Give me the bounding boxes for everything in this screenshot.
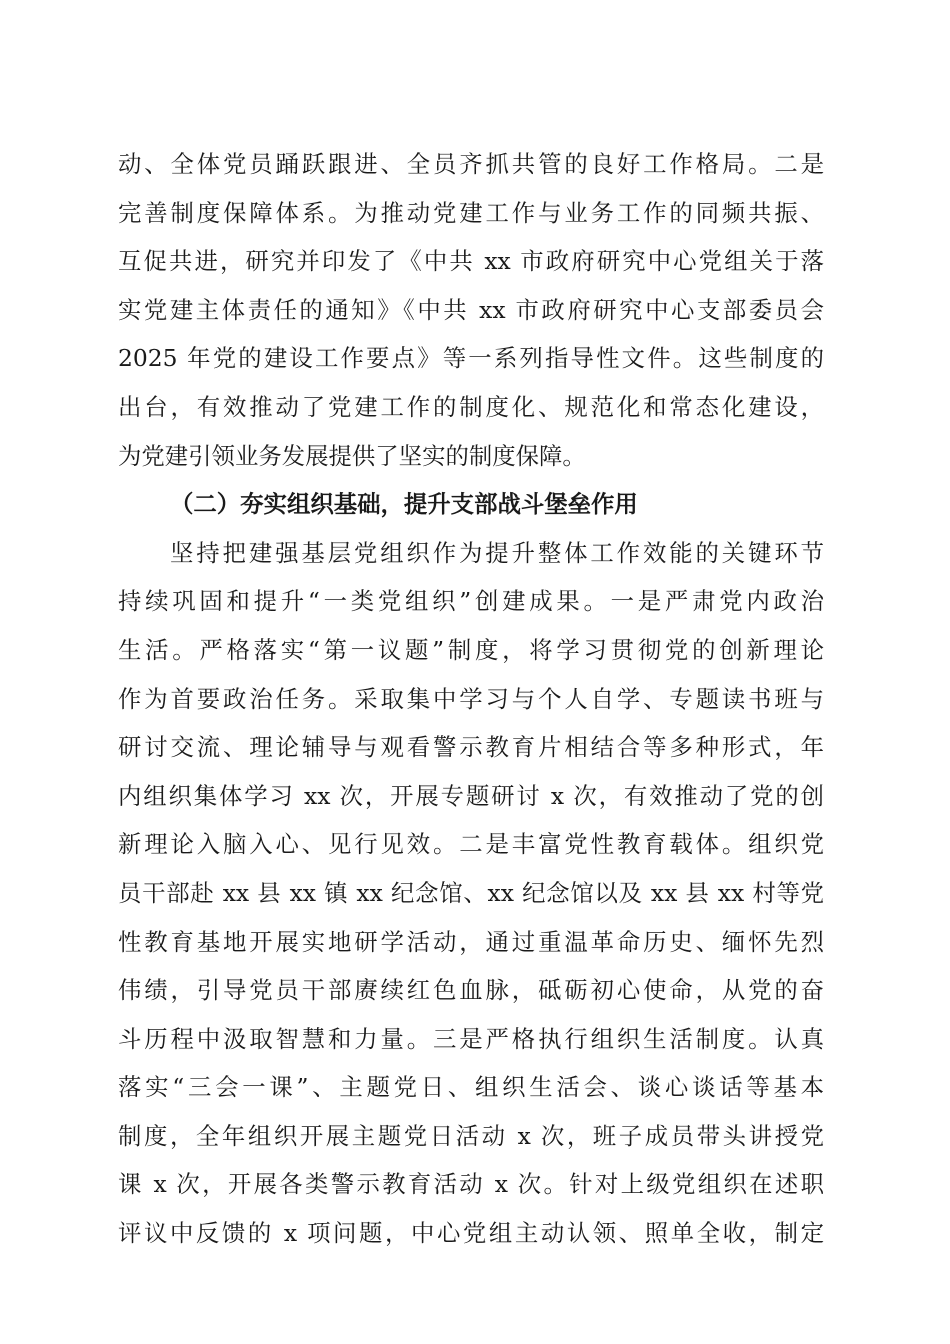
paragraph-party-building-system <box>118 140 824 480</box>
paragraph-organization-foundation <box>118 529 824 1258</box>
text-line: 2025 年党的建设工作要点》等一系列指导性文件。这些制度的 <box>118 344 824 373</box>
text-line: 伟绩，引导党员干部赓续红色血脉，砥砺初心使命，从党的奋 <box>118 976 824 1005</box>
text-line: 持续巩固和提升“一类党组织”创建成果。一是严肃党内政治 <box>118 587 824 616</box>
document-page <box>118 140 824 1258</box>
text-line: 落实“三会一课”、主题党日、组织生活会、谈心谈话等基本 <box>118 1073 824 1102</box>
text-line: 出台，有效推动了党建工作的制度化、规范化和常态化建设， <box>118 392 824 421</box>
section-heading: （二）夯实组织基础，提升支部战斗堡垒作用 <box>170 490 638 519</box>
text-line: 生活。严格落实“第一议题”制度，将学习贯彻党的创新理论 <box>118 635 824 664</box>
text-line: 动、全体党员踊跃跟进、全员齐抓共管的良好工作格局。二是 <box>118 150 824 178</box>
text-line: 制度，全年组织开展主题党日活动 x 次，班子成员带头讲授党 <box>118 1121 824 1150</box>
text-line: 坚持把建强基层党组织作为提升整体工作效能的关键环节 <box>170 538 824 567</box>
text-line: 员干部赴 xx 县 xx 镇 xx 纪念馆、xx 纪念馆以及 xx 县 xx 村等党 <box>118 878 824 907</box>
text-line: 研讨交流、理论辅导与观看警示教育片相结合等多种形式，年 <box>118 733 824 762</box>
text-line: 互促共进，研究并印发了《中共 xx 市政府研究中心党组关于落 <box>118 247 824 276</box>
text-line: 内组织集体学习 xx 次，开展专题研讨 x 次，有效推动了党的创 <box>118 781 824 810</box>
text-line: 新理论入脑入心、见行见效。二是丰富党性教育载体。组织党 <box>118 830 824 859</box>
text-line: 完善制度保障体系。为推动党建工作与业务工作的同频共振、 <box>118 198 824 227</box>
text-line: 评议中反馈的 x 项问题，中心党组主动认领、照单全收，制定 <box>118 1219 824 1248</box>
text-line: 作为首要政治任务。采取集中学习与个人自学、专题读书班与 <box>118 684 824 713</box>
text-line: 实党建主体责任的通知》《中共 xx 市政府研究中心支部委员会 <box>118 295 824 324</box>
text-line: 性教育基地开展实地研学活动，通过重温革命历史、缅怀先烈 <box>118 927 824 956</box>
text-line: 课 x 次，开展各类警示教育活动 x 次。针对上级党组织在述职 <box>118 1170 824 1199</box>
text-line: 斗历程中汲取智慧和力量。三是严格执行组织生活制度。认真 <box>118 1024 824 1053</box>
text-line: 为党建引领业务发展提供了坚实的制度保障。 <box>118 441 586 470</box>
